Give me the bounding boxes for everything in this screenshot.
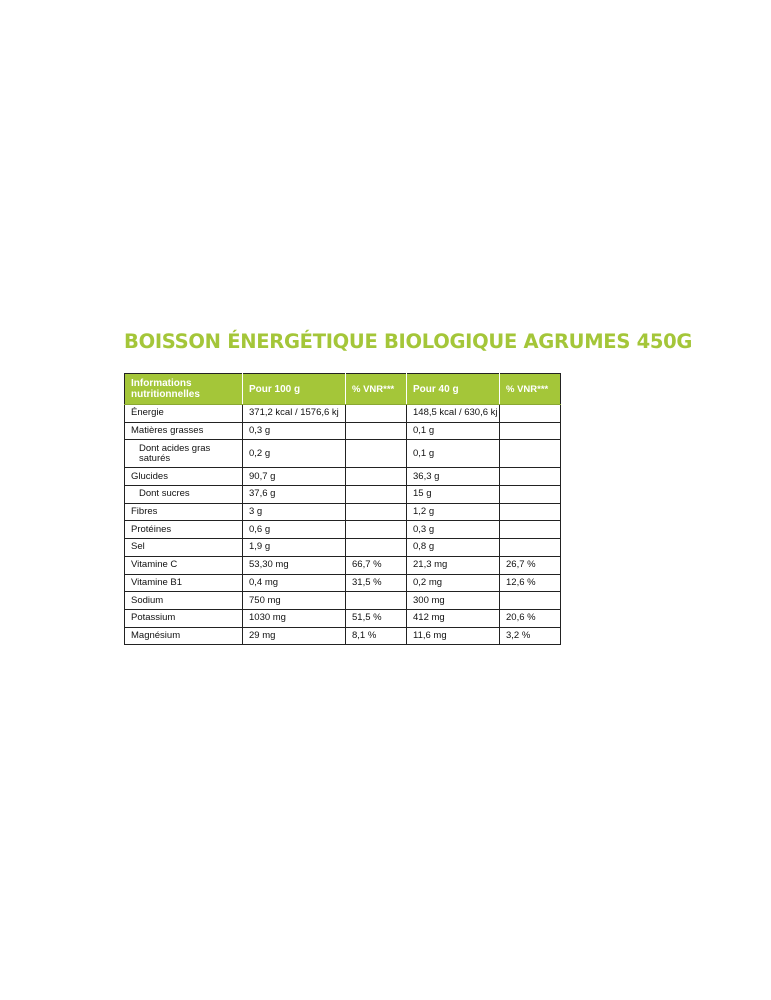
vnr-per-100g bbox=[346, 405, 407, 423]
vnr-per-40g: 20,6 % bbox=[500, 609, 561, 627]
vnr-per-40g bbox=[500, 521, 561, 539]
vnr-per-100g bbox=[346, 440, 407, 468]
nutrient-label: Fibres bbox=[125, 503, 243, 521]
value-per-100g: 1030 mg bbox=[243, 609, 346, 627]
vnr-per-100g bbox=[346, 486, 407, 504]
vnr-per-40g bbox=[500, 592, 561, 610]
vnr-per-40g bbox=[500, 422, 561, 440]
nutrient-label: Matières grasses bbox=[125, 422, 243, 440]
vnr-per-40g: 3,2 % bbox=[500, 627, 561, 645]
nutrient-label: Vitamine C bbox=[125, 556, 243, 574]
value-per-100g: 37,6 g bbox=[243, 486, 346, 504]
table-row bbox=[125, 521, 561, 539]
vnr-per-100g bbox=[346, 539, 407, 557]
value-per-100g: 0,3 g bbox=[243, 422, 346, 440]
product-title: BOISSON ÉNERGÉTIQUE BIOLOGIQUE AGRUMES 450G bbox=[124, 330, 693, 353]
value-per-40g: 0,3 g bbox=[407, 521, 500, 539]
vnr-per-100g bbox=[346, 422, 407, 440]
table-row bbox=[125, 539, 561, 557]
nutrition-table-body bbox=[125, 405, 561, 645]
vnr-per-100g bbox=[346, 503, 407, 521]
value-per-100g: 90,7 g bbox=[243, 468, 346, 486]
nutrient-label: Dont sucres bbox=[125, 486, 243, 504]
nutrient-label: Glucides bbox=[125, 468, 243, 486]
table-row bbox=[125, 627, 561, 645]
table-row bbox=[125, 556, 561, 574]
header-vnr-40g: % VNR*** bbox=[500, 374, 561, 405]
value-per-40g: 300 mg bbox=[407, 592, 500, 610]
table-row bbox=[125, 592, 561, 610]
table-row bbox=[125, 440, 561, 468]
vnr-per-40g bbox=[500, 503, 561, 521]
nutrient-label: Vitamine B1 bbox=[125, 574, 243, 592]
value-per-100g: 1,9 g bbox=[243, 539, 346, 557]
nutrient-label: Protéines bbox=[125, 521, 243, 539]
value-per-40g: 11,6 mg bbox=[407, 627, 500, 645]
table-header-row bbox=[125, 374, 561, 405]
value-per-100g: 371,2 kcal / 1576,6 kj bbox=[243, 405, 346, 423]
vnr-per-100g: 51,5 % bbox=[346, 609, 407, 627]
vnr-per-40g bbox=[500, 405, 561, 423]
value-per-100g: 0,6 g bbox=[243, 521, 346, 539]
vnr-per-40g: 12,6 % bbox=[500, 574, 561, 592]
vnr-per-40g: 26,7 % bbox=[500, 556, 561, 574]
vnr-per-100g: 8,1 % bbox=[346, 627, 407, 645]
table-row bbox=[125, 468, 561, 486]
header-per-100g: Pour 100 g bbox=[243, 374, 346, 405]
vnr-per-100g: 31,5 % bbox=[346, 574, 407, 592]
table-row bbox=[125, 486, 561, 504]
value-per-100g: 750 mg bbox=[243, 592, 346, 610]
vnr-per-100g bbox=[346, 592, 407, 610]
value-per-100g: 0,4 mg bbox=[243, 574, 346, 592]
value-per-40g: 0,8 g bbox=[407, 539, 500, 557]
table-row bbox=[125, 609, 561, 627]
value-per-40g: 1,2 g bbox=[407, 503, 500, 521]
value-per-100g: 0,2 g bbox=[243, 440, 346, 468]
value-per-40g: 412 mg bbox=[407, 609, 500, 627]
value-per-100g: 29 mg bbox=[243, 627, 346, 645]
value-per-40g: 21,3 mg bbox=[407, 556, 500, 574]
vnr-per-40g bbox=[500, 539, 561, 557]
nutrient-label: Sel bbox=[125, 539, 243, 557]
nutrient-label: Potassium bbox=[125, 609, 243, 627]
vnr-per-100g bbox=[346, 468, 407, 486]
vnr-per-100g bbox=[346, 521, 407, 539]
header-nutrition-info: Informations nutritionnelles bbox=[125, 374, 243, 405]
vnr-per-40g bbox=[500, 486, 561, 504]
vnr-per-40g bbox=[500, 468, 561, 486]
value-per-40g: 36,3 g bbox=[407, 468, 500, 486]
value-per-40g: 0,2 mg bbox=[407, 574, 500, 592]
value-per-100g: 53,30 mg bbox=[243, 556, 346, 574]
value-per-40g: 0,1 g bbox=[407, 422, 500, 440]
value-per-100g: 3 g bbox=[243, 503, 346, 521]
table-row bbox=[125, 405, 561, 423]
header-vnr-100g: % VNR*** bbox=[346, 374, 407, 405]
table-row bbox=[125, 503, 561, 521]
nutrient-label: Magnésium bbox=[125, 627, 243, 645]
table-row bbox=[125, 422, 561, 440]
vnr-per-40g bbox=[500, 440, 561, 468]
value-per-40g: 15 g bbox=[407, 486, 500, 504]
nutrition-table bbox=[124, 373, 561, 645]
nutrient-label: Dont acides gras saturés bbox=[125, 440, 243, 468]
nutrient-label: Énergie bbox=[125, 405, 243, 423]
value-per-40g: 148,5 kcal / 630,6 kj bbox=[407, 405, 500, 423]
table-row bbox=[125, 574, 561, 592]
header-per-40g: Pour 40 g bbox=[407, 374, 500, 405]
vnr-per-100g: 66,7 % bbox=[346, 556, 407, 574]
value-per-40g: 0,1 g bbox=[407, 440, 500, 468]
nutrient-label: Sodium bbox=[125, 592, 243, 610]
